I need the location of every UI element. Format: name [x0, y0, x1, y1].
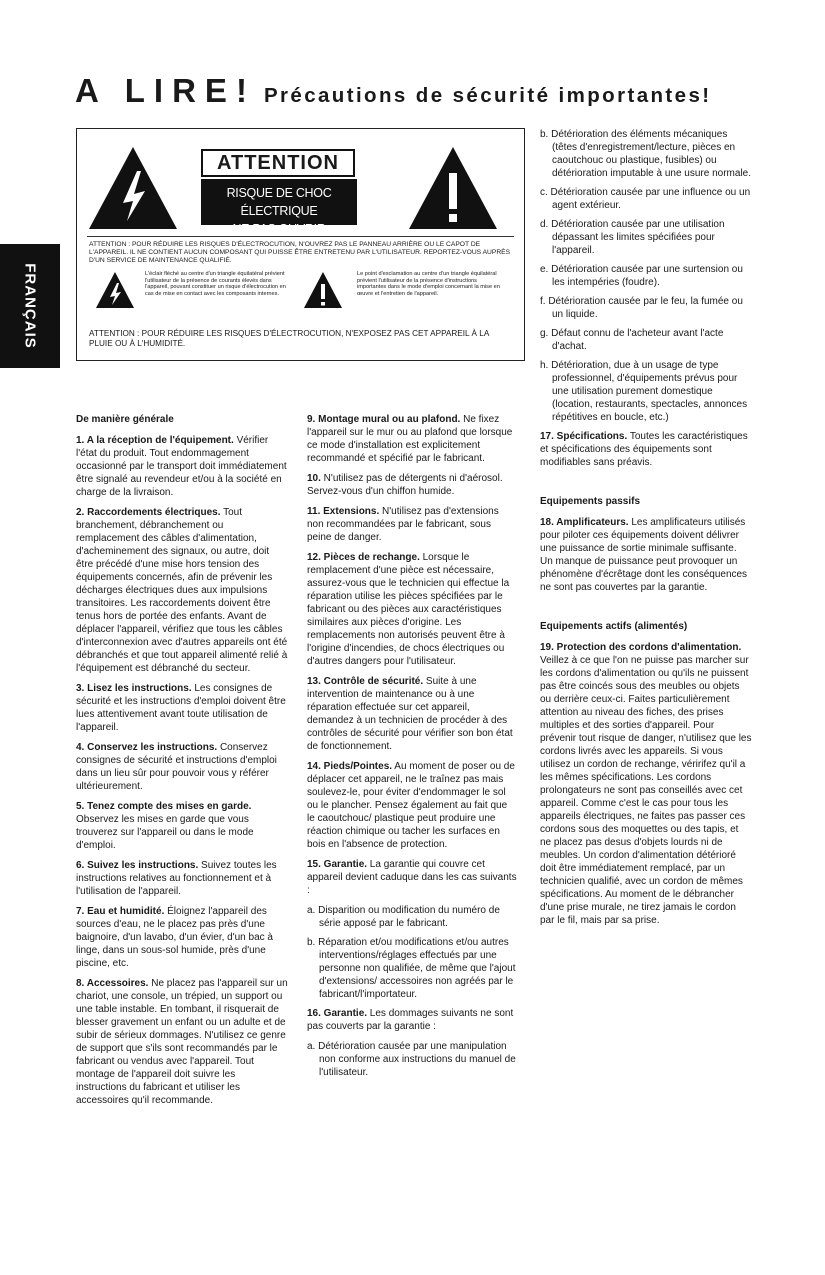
list-item: 7. Eau et humidité. Éloignez l'appareil des sources d'eau, ne le placez pas près d'une baignoire, d'un lavabo, d'un évier, d'un bac à linge, dans un sous-sol humide, près d'une piscine, etc. — [76, 906, 273, 969]
language-tab — [0, 244, 60, 368]
list-item: 6. Suivez les instructions. Suivez toutes les instructions relatives au fonctionnement et à l'utilisation de l'appareil. — [76, 860, 277, 897]
caution-moisture-text: ATTENTION : POUR RÉDUIRE LES RISQUES D'ÉLECTROCUTION, N'EXPOSEZ PAS CET APPAREIL À LA PLUIE OU À L'HUMIDITÉ. — [89, 329, 489, 348]
list-item: 10. N'utilisez pas de détergents ni d'aérosol. Servez-vous d'un chiffon humide. — [307, 473, 503, 497]
list-item: 9. Montage mural ou au plafond. Ne fixez l'appareil sur le mur ou au plafond que lorsque ce mode d'installation est explicitement recommandé et spécifié par le fabricant. — [307, 414, 513, 464]
electric-shock-warning-icon — [87, 145, 179, 231]
column-1 — [76, 413, 288, 1114]
section-heading-passive: Equipements passifs — [540, 496, 641, 507]
exclamation-symbol-note: Le point d'exclamation au centre d'un triangle équilatéral prévient l'utilisateur de la présence d'instructions importantes dans le mode d'emploi concernant la mise en œuvre et l'entretien de l'appareil. — [357, 271, 500, 297]
list-item: 18. Amplificateurs. Les amplificateurs utilisés pour piloter ces équipements doivent délivrer une puissance de sortie minimale suffisante. Un manque de puissance peut provoquer un phénomène d'écrêtage dont les conséquences ne sont pas couvertes par la garantie. — [540, 517, 748, 593]
attention-heading: ATTENTION — [201, 149, 355, 177]
sub-list-item: a. Disparition ou modification du numéro de série apposé par le fabricant. — [307, 905, 500, 929]
caution-service-text: ATTENTION : POUR RÉDUIRE LES RISQUES D'ÉLECTROCUTION, N'OUVREZ PAS LE PANNEAU ARRIÈRE OU LE CAPOT DE L'APPAREIL. IL NE CONTIENT AUCUN COMPOSANT QUI PUISSE ÊTRE ENTRETENU PAR L'UTILISATEUR. REPORTEZ-VOUS AUPRÈS D'UN SERVICE DE MAINTENANCE QUALIFIÉ. — [89, 241, 511, 264]
list-item: 5. Tenez compte des mises en garde. Observez les mises en garde que vous trouverez sur l'appareil ou dans le mode d'emploi. — [76, 801, 254, 851]
title-subtitle: Précautions de sécurité importantes! — [263, 84, 712, 107]
title-main: A LIRE! — [75, 72, 256, 109]
list-item: 4. Conservez les instructions. Conservez consignes de sécurité et instructions d'emploi dans un lieu sûr pour pouvoir vous y référer ultérieurement. — [76, 742, 277, 792]
sub-list-item: c. Détérioration causée par une influence ou un agent extérieur. — [540, 187, 751, 211]
list-item: 19. Protection des cordons d'alimentation. Veillez à ce que l'on ne puisse pas marcher sur les cordons d'alimentation ou qu'ils ne puissent pas être coincés sous des meubles ou objets ou derrière ceux-ci. Faites particulièrement attention au niveau des fiches, des prises multiples et des sorties d'appareil. Pour prévenir tout risque de danger, n'utilisez que les cordons livrés avec les appareils. Si vous utilisez un cordon de rechange, véririfez qu'il a les mêmes spécifications. Les cordons prolongateurs ne sont pas conseillés avec cet appareil. Comme c'est le cas pour tous les appareils électriques, ne faites pas passer ces cordons sous des moquettes ou des tapis, et ne placez pas desus d'objets lourds ni de meubles. Un cordon d'alimentation détérioré doit être immédiatement remplacé, par un technicien qualifié, avec un cordon de mêmes spécifications. Au moment de le débrancher d'une prise murale, ne tirez jamais le cordon par le fil, mais par sa prise. — [540, 642, 752, 926]
sub-list-item: h. Détérioration, due à un usage de type professionnel, d'équipements prévus pour une utilisation purement domestique (location, restaurants, spectacles, annonces répétitives en boucle, etc.) — [540, 360, 748, 423]
shock-risk-label — [201, 179, 357, 236]
small-electric-shock-icon — [95, 271, 135, 309]
sub-list-item: g. Défaut connu de l'acheteur avant l'acte d'achat. — [540, 328, 724, 352]
column-3 — [540, 128, 752, 934]
sub-list-item: d. Détérioration causée par une utilisation dépassant les limites spécifiées pour l'appareil. — [540, 219, 725, 256]
list-item: 16. Garantie. Les dommages suivants ne sont pas couverts par la garantie : — [307, 1008, 514, 1032]
list-item: 14. Pieds/Pointes. Au moment de poser ou de déplacer cet appareil, ne le traînez pas mais soulevez-le, pour éviter d'endommager le sol ou le plancher. Pensez également au fait que le caoutchouc/ plastique peut produire une réaction chimique ou tacher les surfaces en bois en l'absence de protection. — [307, 761, 515, 850]
divider — [87, 236, 514, 237]
sub-list-item: b. Détérioration des éléments mécaniques (têtes d'enregistrement/lecture, pièces en caoutchouc ou plastique, fusibles) ou détérioration imputable à une usure normale. — [540, 129, 752, 179]
shock-risk-line2: NE PAS OUVRIR — [232, 222, 326, 236]
list-item: 13. Contrôle de sécurité. Suite à une intervention de maintenance ou à une réparation effectuée sur cet appareil, demandez à un technicien de procéder à des contrôles de sécurité pour vérifier son bon état de fonctionnement. — [307, 676, 513, 752]
warning-box — [76, 128, 525, 361]
list-item: 12. Pièces de rechange. Lorsque le remplacement d'une pièce est nécessaire, assurez-vous que le technicien qui effectue la réparation utilise les pièces spécifiées par le fabricant ou des pièces aux caractéristiques similaires aux pièces d'origine. Les remplacements non autorisés peuvent être à l'origine d'incendies, de chocs électriques ou d'autres dangers pour l'utilisateur. — [307, 552, 510, 667]
list-item: 2. Raccordements électriques. Tout branchement, débranchement ou remplacement des câbles d'alimentation, d'acheminement des signaux, ou autre, doit être précédé d'une mise hors tension des équipements concernés, afin de prévenir les décharges électriques dues aux impulsions transitoires. Les raccordements doivent être tenus hors de portée des enfants. Avant de déplacer l'appareil, vérifiez que tous les câbles d'interconnexion avec d'autres appareils ont été débranchés et que tout appareil alimenté relié à l'équipement est débranché du secteur. — [76, 507, 288, 674]
column-2 — [307, 413, 517, 1085]
sub-list-item: a. Détérioration causée par une manipulation non conforme aux instructions du manuel de l'utilisateur. — [307, 1041, 516, 1078]
page-title — [75, 72, 711, 110]
section-heading-active: Equipements actifs (alimentés) — [540, 621, 688, 632]
small-exclamation-icon — [303, 271, 343, 309]
list-item: 15. Garantie. La garantie qui couvre cet appareil devient caduque dans les cas suivants : — [307, 859, 517, 896]
list-item: 8. Accessoires. Ne placez pas l'appareil sur un chariot, une console, un trépied, un support ou une table instable. En tombant, il risquerait de blesser gravement un enfant ou un adulte et de subir de sérieux dommages. N'utilisez ce genre de support que s'ils sont recommandés par le fabricant ou vendus avec l'appareil. Tout montage de l'appareil doit suivre les instructions du fabricant et utiliser les accessoires qu'il recommande. — [76, 978, 288, 1106]
list-item: 11. Extensions. N'utilisez pas d'extensions non recommandées par le fabricant, sous peine de danger. — [307, 506, 499, 543]
sub-list-item: b. Réparation et/ou modifications et/ou autres interventions/réglages effectués par une personne non qualifiée, de même que l'ajout d'extensions/ accessoires non agréés par le fabricant/l'importateur. — [307, 937, 516, 1000]
section-heading-general: De manière générale — [76, 414, 174, 425]
exclamation-warning-icon — [407, 145, 499, 231]
list-item: 3. Lisez les instructions. Les consignes de sécurité et les instructions d'emploi doivent être lues attentivement avant toute utilisation de l'appareil. — [76, 683, 286, 733]
list-item: 17. Spécifications. Toutes les caractéristiques et spécifications des équipements sont modifiables sans préavis. — [540, 431, 748, 468]
shock-risk-line1: RISQUE DE CHOC ÉLECTRIQUE — [226, 186, 332, 218]
flash-symbol-note: L'éclair fléché au centre d'un triangle équilatéral prévient l'utilisateur de la présence de courants élevés dans l'appareil, pouvant constituer un risque d'électrocution en cas de mise en contact avec les composants internes. — [145, 271, 286, 297]
list-item: 1. A la réception de l'équipement. Vérifier l'état du produit. Tout endommagement occasionné par le transport doit immédiatement être signalé au revendeur et/ou à la société en charge de la livraison. — [76, 435, 287, 498]
language-tab-label: FRANÇAIS — [21, 263, 39, 349]
sub-list-item: f. Détérioration causée par le feu, la fumée ou un liquide. — [540, 296, 743, 320]
sub-list-item: e. Détérioration causée par une surtension ou les intempéries (foudre). — [540, 264, 743, 288]
